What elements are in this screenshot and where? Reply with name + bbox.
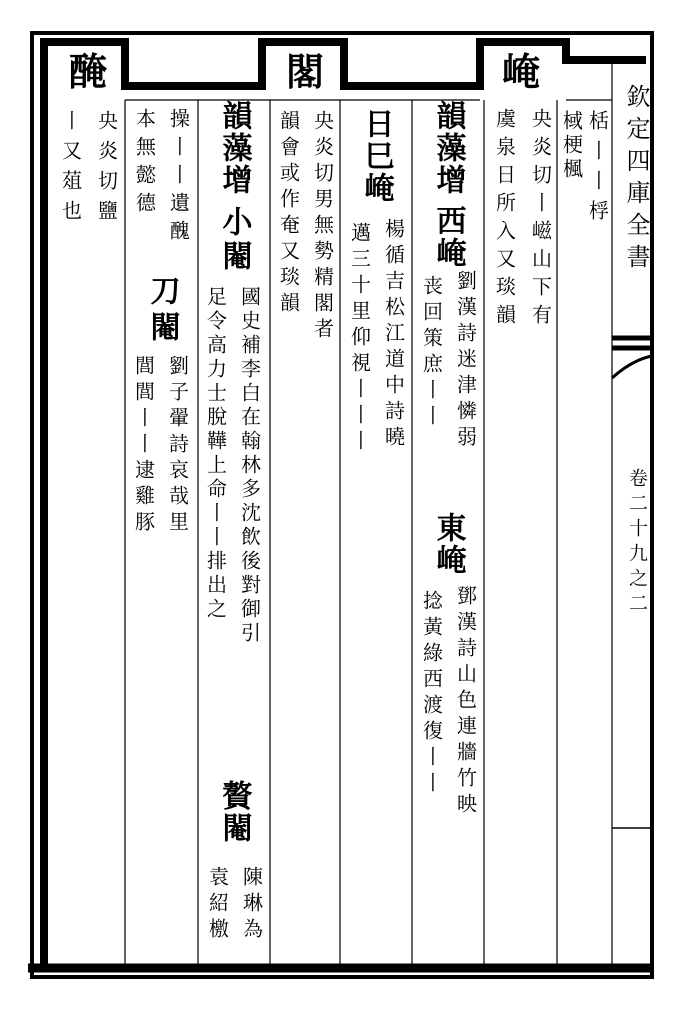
headword-yan-pickle: 醃 bbox=[68, 49, 107, 94]
dao-yan-note-b: 閭閭丨丨逮雞豚 bbox=[131, 355, 156, 537]
term-ri-si-yan: 日巳崦 bbox=[358, 108, 394, 204]
yan-definition-b: 虞泉日所入又琰韻 bbox=[492, 108, 517, 332]
dong-yan-note-b: 捻黃綠西渡復丨丨 bbox=[419, 590, 444, 798]
xi-yan-note-b: 丧回策庶丨丨 bbox=[419, 275, 444, 431]
ge-source-label: 韻藻增 bbox=[216, 100, 252, 196]
text-column-2: 棫梗楓 bbox=[559, 110, 584, 182]
zhui-yan-note-b: 袁紹檄 bbox=[205, 866, 230, 944]
term-dong-yan: 東崦 bbox=[430, 512, 466, 576]
dao-yan-text-b: 本無懿德 bbox=[132, 108, 157, 220]
ri-si-yan-note-a: 楊循吉松江道中詩曉 bbox=[381, 218, 406, 452]
margin-title: 欽定四庫全書 bbox=[622, 84, 650, 276]
text-column-1: 栝丨丨桴 bbox=[585, 110, 610, 230]
yan-source-label: 韻藻增 bbox=[430, 100, 466, 196]
ri-si-yan-note-b: 邁三十里仰視丨丨丨 bbox=[347, 222, 372, 456]
xiao-yan-note-a: 國史補李白在翰林多沈飲後對御引 bbox=[237, 286, 262, 646]
headword-yan: 崦 bbox=[501, 49, 540, 94]
ge-definition-a: 央炎切男無勢精閣者 bbox=[310, 110, 335, 344]
ge-definition-b: 韻會或作奄又琰韻 bbox=[276, 110, 301, 318]
zhui-yan-note-a: 陳琳為 bbox=[239, 866, 264, 944]
dao-yan-note-a: 劉子翬詩哀哉里 bbox=[165, 355, 190, 537]
yan-pickle-definition-b: 丨又葅也 bbox=[58, 110, 83, 230]
dao-yan-text-a: 操丨丨遺醜 bbox=[166, 108, 191, 248]
term-zhui-yan: 贅閹 bbox=[216, 780, 252, 844]
term-xi-yan: 西崦 bbox=[430, 205, 466, 269]
margin-volume: 卷二十九之二 bbox=[626, 468, 648, 618]
yan-definition-a: 央炎切丨嵫山下有 bbox=[528, 108, 553, 332]
term-xiao-yan: 小閹 bbox=[216, 206, 252, 274]
xiao-yan-note-b: 足令高力士脫鞾上命丨丨排出之 bbox=[203, 286, 228, 622]
headword-ge: 閣 bbox=[285, 49, 324, 94]
dong-yan-note-a: 鄧漢詩山色連牆竹映 bbox=[453, 585, 478, 819]
yan-pickle-definition-a: 央炎切鹽 bbox=[94, 110, 119, 230]
term-dao-yan: 刀閹 bbox=[144, 275, 180, 347]
xi-yan-note-a: 劉漢詩迷津憐弱 bbox=[453, 270, 478, 452]
